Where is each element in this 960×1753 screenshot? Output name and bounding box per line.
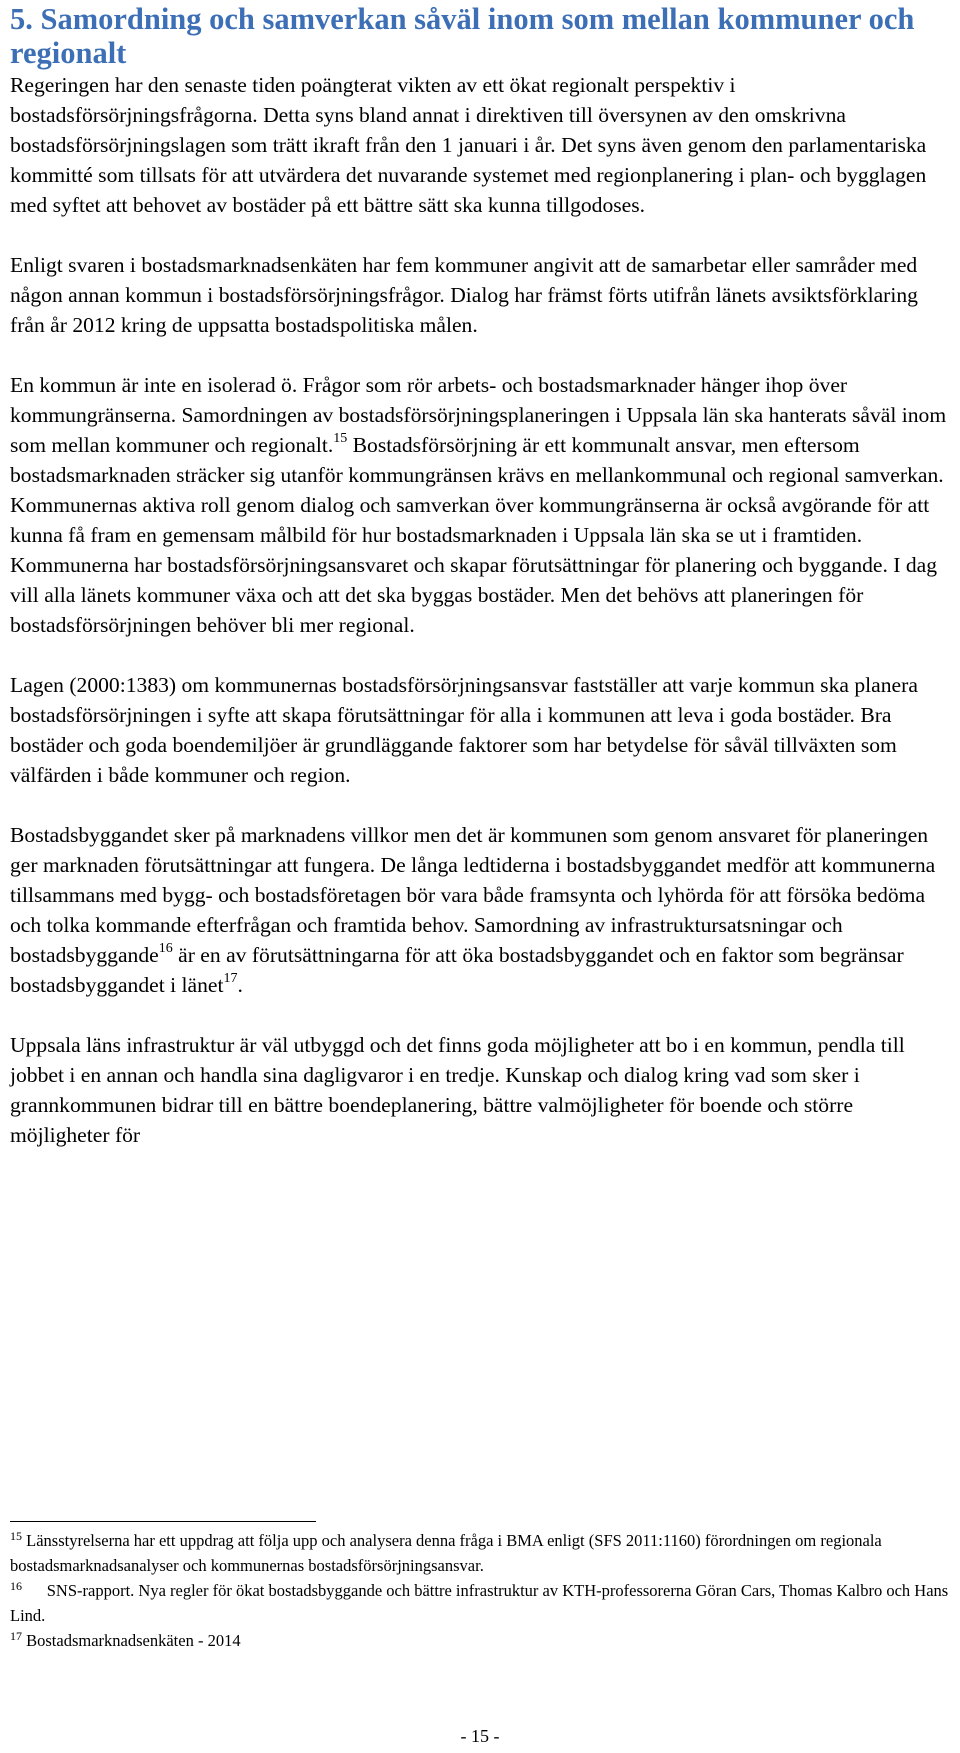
paragraph-5-text-c: .	[237, 973, 243, 997]
paragraph-5	[10, 820, 955, 1000]
paragraph-3	[10, 370, 955, 640]
paragraph-2: Enligt svaren i bostadsmarknadsenkäten har fem kommuner angivit att de samarbetar eller samråder med någon annan kommun i bostadsförsörjningsfrågor. Dialog har främst förts utifrån länets avsiktsförklaring från år 2012 kring de uppsatta bostadspolitiska målen.	[10, 253, 918, 337]
paragraph-4: Lagen (2000:1383) om kommunernas bostadsförsörjningsansvar fastställer att varje kommun ska planera bostadsförsörjningen i syfte att skapa förutsättningar för alla i kommunen att leva i goda bostäder. Bra bostäder och goda boendemiljöer är grundläggande faktorer som har betydelse för såväl tillväxten som välfärden i både kommuner och region.	[10, 673, 918, 787]
section-heading: 5. Samordning och samverkan såväl inom som mellan kommuner och regionalt	[10, 2, 915, 70]
page-number: - 15 -	[460, 1726, 500, 1746]
footnote-ref-17[interactable]: 17	[223, 970, 238, 986]
footnote-separator	[10, 1521, 316, 1522]
paragraph-3-text-a: En kommun är inte en isolerad ö. Frågor som rör arbets- och bostadsmarknader hänger ihop över kommungränserna. Samordningen av bostadsförsörjningsplaneringen i Uppsala län ska hanterats såväl inom som mellan kommuner och regionalt.	[10, 373, 947, 457]
paragraph-5-text-a: Bostadsbyggandet sker på marknadens villkor men det är kommunen som genom ansvaret för planeringen ger marknaden förutsättningar att fungera. De långa ledtiderna i bostadsbyggandet medför att kommunerna tillsammans med bygg- och bostadsföretagen bör vara både framsynta och lyhörda för att försöka bedöma och tolka kommande efterfrågan och framtida behov. Samordning av infrastruktursatsningar och bostadsbyggande	[10, 823, 936, 967]
footnotes	[10, 1521, 955, 1653]
paragraph-1: Regeringen har den senaste tiden poängterat vikten av ett ökat regionalt perspektiv i bostadsförsörjningsfrågorna. Detta syns bland annat i direktiven till översynen av den omskrivna bostadsförsörjningslagen som trätt ikraft från den 1 januari i år. Det syns även genom den parlamentariska kommitté som tillsats för att utvärdera det nuvarande systemet med regionplanering i plan- och bygglagen med syftet att behovet av bostäder på ett bättre sätt ska kunna tillgodoses.	[10, 73, 927, 217]
footnote-16	[10, 1578, 955, 1628]
footnote-number: 16	[10, 1579, 22, 1593]
footnote-text: Bostadsmarknadsenkäten - 2014	[22, 1631, 241, 1650]
footnote-ref-16[interactable]: 16	[158, 940, 173, 956]
footnote-text: SNS-rapport. Nya regler för ökat bostadsbyggande och bättre infrastruktur av KTH-professorerna Göran Cars, Thomas Kalbro och Hans Lind.	[10, 1581, 953, 1625]
footnote-number: 15	[10, 1529, 22, 1543]
paragraph-5-text-b: är en av förutsättningarna för att öka bostadsbyggandet och en faktor som begränsar bostadsbyggandet i länet	[10, 943, 904, 997]
paragraph-6: Uppsala läns infrastruktur är väl utbyggd och det finns goda möjligheter att bo i en kommun, pendla till jobbet i en annan och handla sina dagligvaror i en tredje. Kunskap och dialog kring vad som sker i grannkommunen bidrar till en bättre boendeplanering, bättre valmöjligheter för boende och större möjligheter för	[10, 1033, 905, 1147]
document-page	[10, 0, 955, 1180]
footnote-number: 17	[10, 1629, 22, 1643]
footnote-text: Länsstyrelserna har ett uppdrag att följa upp och analysera denna fråga i BMA enligt (SFS 2011:1160) förordningen om regionala bostadsmarknadsanalyser och kommunernas bostadsförsörjningsansvar.	[10, 1531, 882, 1575]
footnote-17	[10, 1628, 955, 1653]
paragraph-3-text-b: Bostadsförsörjning är ett kommunalt ansvar, men eftersom bostadsmarknaden sträcker sig utanför kommungränsen krävs en mellankommunal och regional samverkan. Kommunernas aktiva roll genom dialog och samverkan över kommungränserna är också avgörande för att kunna få fram en gemensam målbild för hur bostadsmarknaden i Uppsala län ska se ut i framtiden. Kommunerna har bostadsförsörjningsansvaret och skapar förutsättningar för planering och byggande. I dag vill alla länets kommuner växa och att det ska byggas bostäder. Men det behövs att planeringen för bostadsförsörjningen behöver bli mer regional.	[10, 433, 944, 637]
footnote-15	[10, 1528, 955, 1578]
footnote-ref-15[interactable]: 15	[333, 430, 348, 446]
